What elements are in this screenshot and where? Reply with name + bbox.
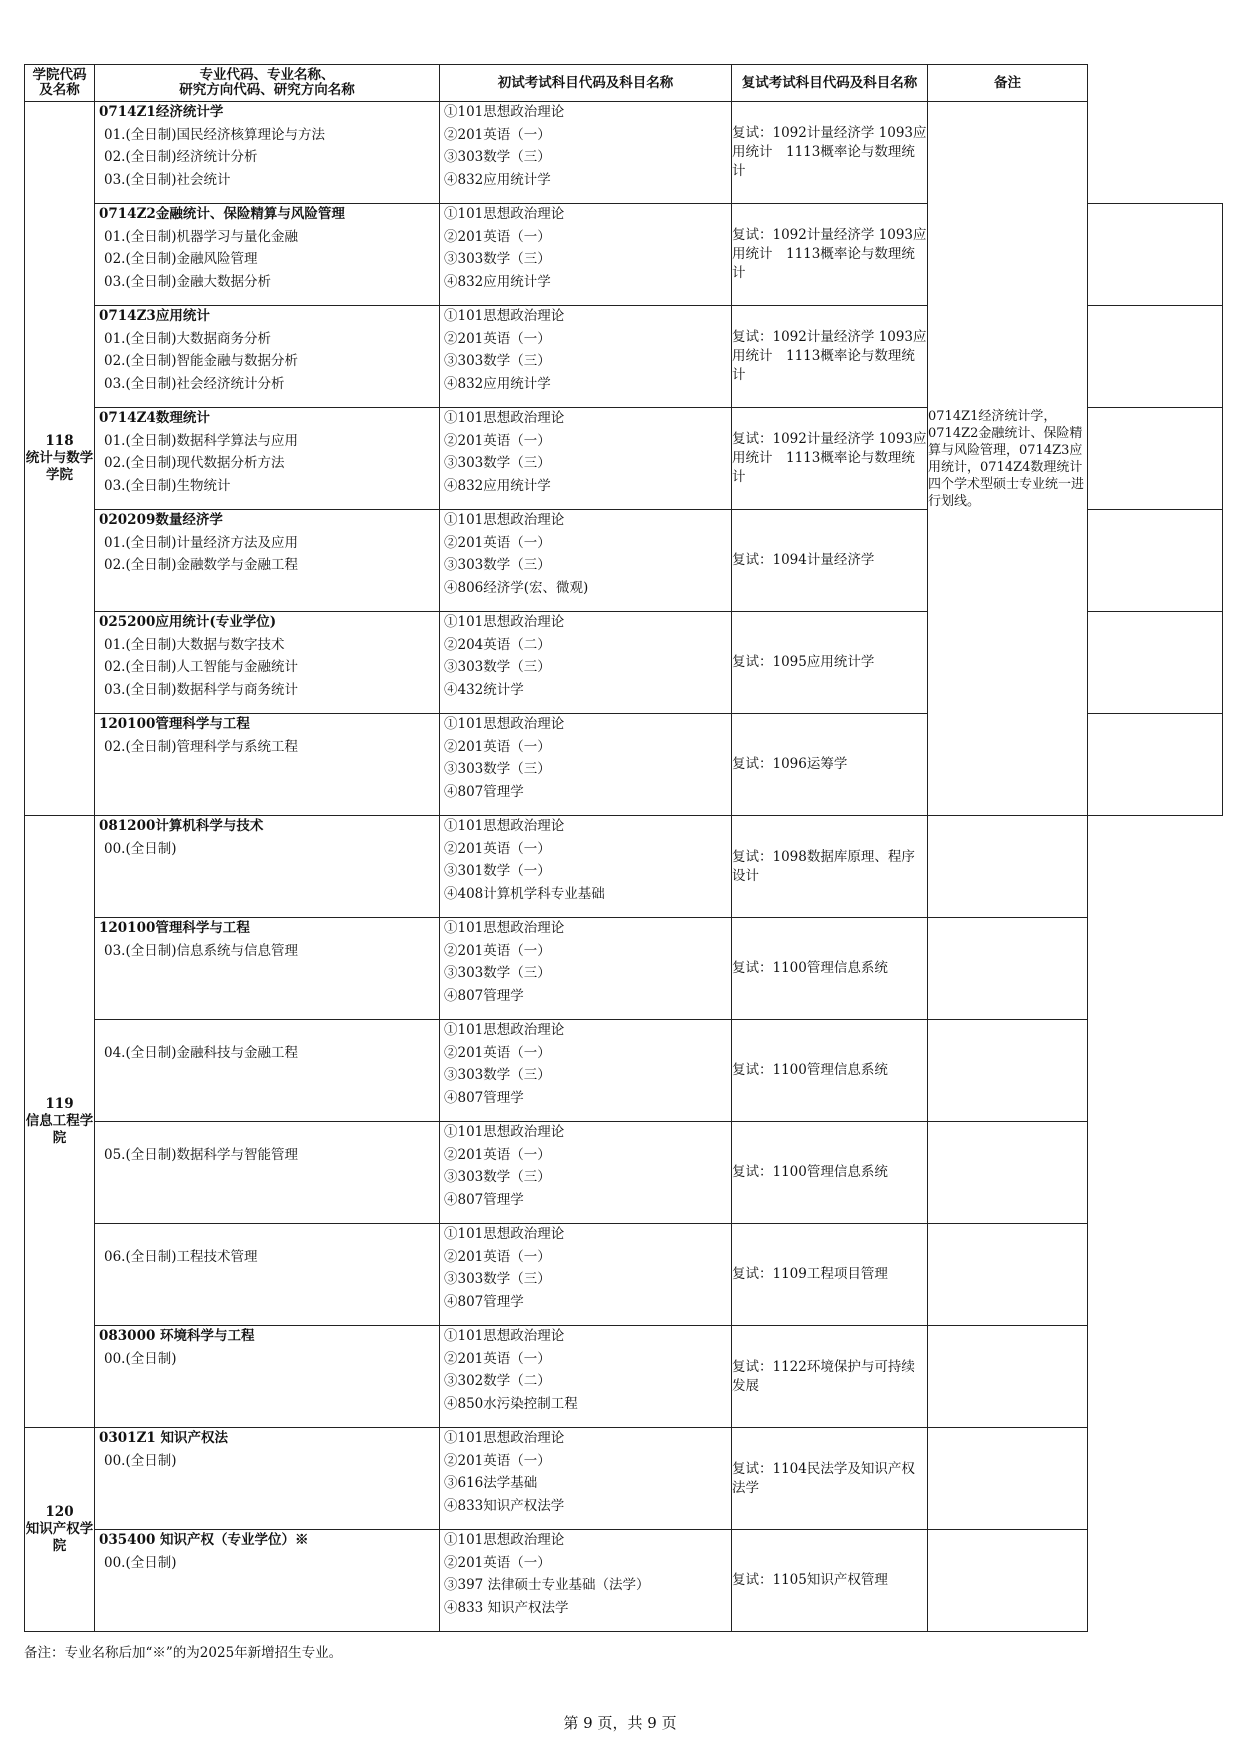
exam-subject: ③303数学（三） [444, 149, 551, 165]
exam-box [440, 1428, 731, 1529]
major-box [95, 1428, 439, 1529]
exam-subject: ①101思想政治理论 [444, 1124, 565, 1140]
exam-subject: ④832应用统计学 [444, 477, 551, 494]
exam-subject: ③303数学（三） [444, 455, 551, 471]
retest-exam-cell [732, 1224, 928, 1326]
retest-text: 复试：1104民法学及知识产权法学 [732, 1460, 915, 1496]
major-box [95, 204, 439, 305]
direction-item: 00.(全日制) [104, 1350, 177, 1367]
major-box [95, 510, 439, 611]
prelim-exam-cell [440, 102, 732, 204]
major-name: 035400 知识产权（专业学位）※ [99, 1532, 309, 1548]
retest-exam-cell [732, 306, 928, 408]
table-row [25, 918, 1223, 1020]
exam-box [440, 204, 731, 305]
major-name: 120100管理科学与工程 [99, 716, 250, 732]
exam-subject: ③303数学（三） [444, 1067, 551, 1083]
exam-box [440, 306, 731, 407]
exam-subject: ②201英语（一） [444, 1350, 551, 1367]
exam-box [440, 102, 731, 203]
remark-empty-cell [928, 816, 1088, 918]
table-row [25, 102, 1223, 204]
major-name: 0301Z1 知识产权法 [99, 1430, 229, 1446]
prelim-exam-cell [440, 918, 732, 1020]
retest-text: 复试：1092计量经济学 1093应用统计 1113概率论与数理统计 [732, 329, 927, 383]
major-box [95, 816, 439, 917]
prelim-exam-cell [440, 612, 732, 714]
major-box [95, 1020, 439, 1121]
exam-subject: ②201英语（一） [444, 942, 551, 959]
exam-subject: ④833 知识产权法学 [444, 1599, 569, 1616]
direction-item: 01.(全日制)大数据与数字技术 [104, 636, 285, 653]
exam-subject: ②201英语（一） [444, 1044, 551, 1061]
exam-subject: ①101思想政治理论 [444, 308, 565, 324]
major-cell [95, 510, 440, 612]
department-cell [25, 1428, 95, 1632]
remark-empty-cell [1088, 408, 1223, 510]
department-name: 统计与数学学院 [25, 450, 94, 483]
exam-subject: ③303数学（三） [444, 1169, 551, 1185]
major-box [95, 1530, 439, 1631]
exam-subject: ①101思想政治理论 [444, 1328, 565, 1344]
major-cell [95, 408, 440, 510]
major-box [95, 1224, 439, 1325]
exam-subject: ④806经济学(宏、微观) [444, 579, 589, 596]
prelim-exam-cell [440, 1530, 732, 1632]
remark-empty-cell [928, 1428, 1088, 1530]
department-name: 信息工程学院 [25, 1113, 94, 1146]
exam-subject: ④408计算机学科专业基础 [444, 885, 605, 902]
major-cell [95, 1326, 440, 1428]
retest-text: 复试：1095应用统计学 [732, 654, 875, 670]
exam-subject: ①101思想政治理论 [444, 1022, 565, 1038]
direction-item: 02.(全日制)经济统计分析 [104, 149, 258, 165]
direction-item: 01.(全日制)国民经济核算理论与方法 [104, 126, 326, 143]
exam-subject: ②201英语（一） [444, 1452, 551, 1469]
direction-item: 02.(全日制)管理科学与系统工程 [104, 738, 299, 755]
major-box [95, 612, 439, 713]
department-name: 知识产权学院 [25, 1521, 94, 1554]
exam-subject: ④833知识产权法学 [444, 1497, 565, 1514]
major-cell [95, 1122, 440, 1224]
exam-box [440, 1224, 731, 1325]
exam-subject: ①101思想政治理论 [444, 614, 565, 630]
header-major-line2: 研究方向代码、研究方向名称 [179, 82, 355, 98]
remark-empty-cell [1088, 510, 1223, 612]
exam-subject: ①101思想政治理论 [444, 716, 565, 732]
retest-text: 复试：1122环境保护与可持续发展 [732, 1358, 915, 1394]
retest-exam-cell [732, 510, 928, 612]
exam-subject: ③303数学（三） [444, 251, 551, 267]
exam-subject: ①101思想政治理论 [444, 1226, 565, 1242]
retest-text: 复试：1092计量经济学 1093应用统计 1113概率论与数理统计 [732, 125, 927, 179]
exam-subject: ②201英语（一） [444, 840, 551, 857]
retest-text: 复试：1092计量经济学 1093应用统计 1113概率论与数理统计 [732, 227, 927, 281]
major-cell [95, 1020, 440, 1122]
exam-subject: ④832应用统计学 [444, 273, 551, 290]
major-cell [95, 714, 440, 816]
exam-box [440, 510, 731, 611]
major-name: 083000 环境科学与工程 [99, 1328, 255, 1344]
header-notes: 备注 [928, 65, 1088, 102]
exam-subject: ④832应用统计学 [444, 171, 551, 188]
exam-box [440, 1530, 731, 1631]
remark-empty-cell [1088, 306, 1223, 408]
direction-item: 00.(全日制) [104, 1452, 177, 1469]
table-row [25, 1428, 1223, 1530]
major-box [95, 408, 439, 509]
major-box [95, 714, 439, 815]
retest-text: 复试：1094计量经济学 [732, 552, 875, 568]
direction-item: 00.(全日制) [104, 1554, 177, 1571]
exam-subject: ②204英语（二） [444, 636, 551, 653]
direction-item: 03.(全日制)社会统计 [104, 171, 231, 188]
major-box [95, 918, 439, 1019]
direction-item: 03.(全日制)信息系统与信息管理 [104, 942, 299, 959]
prelim-exam-cell [440, 1020, 732, 1122]
retest-exam-cell [732, 1122, 928, 1224]
retest-exam-cell [732, 1326, 928, 1428]
retest-text: 复试：1109工程项目管理 [732, 1266, 888, 1282]
exam-subject: ①101思想政治理论 [444, 512, 565, 528]
exam-subject: ④432统计学 [444, 681, 524, 698]
direction-item: 04.(全日制)金融科技与金融工程 [104, 1044, 299, 1061]
major-name: 025200应用统计(专业学位) [99, 614, 277, 630]
major-name: 020209数量经济学 [99, 512, 223, 528]
exam-subject: ④850水污染控制工程 [444, 1395, 578, 1412]
direction-item: 02.(全日制)现代数据分析方法 [104, 455, 285, 471]
direction-item: 01.(全日制)机器学习与量化金融 [104, 228, 299, 245]
direction-item: 06.(全日制)工程技术管理 [104, 1248, 258, 1265]
retest-exam-cell [732, 1428, 928, 1530]
footnote: 备注：专业名称后加“※”的为2025年新增招生专业。 [24, 1645, 343, 1661]
prelim-exam-cell [440, 1428, 732, 1530]
major-cell [95, 1224, 440, 1326]
remark-empty-cell [928, 1326, 1088, 1428]
exam-subject: ②201英语（一） [444, 1248, 551, 1265]
remark-empty-cell [1088, 612, 1223, 714]
table-row [25, 816, 1223, 918]
exam-subject: ②201英语（一） [444, 1146, 551, 1163]
exam-subject: ③616法学基础 [444, 1475, 538, 1491]
major-cell [95, 612, 440, 714]
remark-empty-cell [928, 1530, 1088, 1632]
major-cell [95, 306, 440, 408]
retest-exam-cell [732, 714, 928, 816]
exam-subject: ①101思想政治理论 [444, 920, 565, 936]
exam-subject: ②201英语（一） [444, 738, 551, 755]
direction-item: 00.(全日制) [104, 840, 177, 857]
prelim-exam-cell [440, 204, 732, 306]
exam-subject: ②201英语（一） [444, 534, 551, 551]
department-code: 120 [45, 1504, 74, 1520]
remark-cell [928, 102, 1088, 816]
major-cell [95, 918, 440, 1020]
exam-subject: ③302数学（二） [444, 1373, 551, 1389]
header-row [25, 65, 1223, 102]
remark-empty-cell [1088, 204, 1223, 306]
major-cell [95, 102, 440, 204]
exam-subject: ④807管理学 [444, 1293, 524, 1310]
admissions-table [24, 64, 1223, 1632]
retest-exam-cell [732, 102, 928, 204]
remark-empty-cell [928, 1224, 1088, 1326]
exam-subject: ①101思想政治理论 [444, 818, 565, 834]
department-cell [25, 102, 95, 816]
retest-exam-cell [732, 612, 928, 714]
major-cell [95, 1530, 440, 1632]
table-row [25, 1224, 1223, 1326]
exam-box [440, 612, 731, 713]
remark-text: 0714Z1经济统计学，0714Z2金融统计、保险精算与风险管理，0714Z3应用统计，0714Z4数理统计四个学术型硕士专业统一进行划线。 [928, 408, 1085, 509]
direction-item: 02.(全日制)智能金融与数据分析 [104, 353, 299, 369]
exam-subject: ③301数学（一） [444, 863, 551, 879]
exam-subject: ①101思想政治理论 [444, 104, 565, 120]
header-prelim: 初试考试科目代码及科目名称 [440, 65, 732, 102]
major-name: 0714Z1经济统计学 [99, 104, 224, 120]
retest-exam-cell [732, 1530, 928, 1632]
exam-subject: ①101思想政治理论 [444, 1532, 565, 1548]
table-row [25, 1122, 1223, 1224]
exam-box [440, 1020, 731, 1121]
exam-subject: ②201英语（一） [444, 1554, 551, 1571]
exam-box [440, 408, 731, 509]
major-name: 0714Z3应用统计 [99, 308, 210, 324]
exam-subject: ④832应用统计学 [444, 375, 551, 392]
major-name: 0714Z2金融统计、保险精算与风险管理 [99, 206, 345, 222]
remark-empty-cell [928, 918, 1088, 1020]
direction-item: 03.(全日制)生物统计 [104, 477, 231, 494]
header-retest: 复试考试科目代码及科目名称 [732, 65, 928, 102]
retest-text: 复试：1096运筹学 [732, 756, 848, 772]
retest-text: 复试：1100管理信息系统 [732, 1164, 888, 1180]
exam-subject: ①101思想政治理论 [444, 206, 565, 222]
direction-item: 01.(全日制)数据科学算法与应用 [104, 432, 299, 449]
prelim-exam-cell [440, 1326, 732, 1428]
department-code: 118 [45, 433, 74, 449]
exam-subject: ③303数学（三） [444, 965, 551, 981]
exam-subject: ④807管理学 [444, 783, 524, 800]
prelim-exam-cell [440, 1122, 732, 1224]
exam-subject: ①101思想政治理论 [444, 410, 565, 426]
exam-subject: ③303数学（三） [444, 1271, 551, 1287]
department-code: 119 [45, 1096, 74, 1112]
major-box [95, 1122, 439, 1223]
exam-box [440, 1122, 731, 1223]
exam-box [440, 1326, 731, 1427]
retest-exam-cell [732, 204, 928, 306]
major-name: 120100管理科学与工程 [99, 920, 250, 936]
exam-subject: ③397 法律硕士专业基础（法学） [444, 1577, 650, 1593]
exam-subject: ④807管理学 [444, 1191, 524, 1208]
retest-exam-cell [732, 1020, 928, 1122]
retest-exam-cell [732, 918, 928, 1020]
direction-item: 03.(全日制)数据科学与商务统计 [104, 681, 299, 698]
department-cell [25, 816, 95, 1428]
exam-subject: ③303数学（三） [444, 761, 551, 777]
prelim-exam-cell [440, 1224, 732, 1326]
prelim-exam-cell [440, 510, 732, 612]
direction-item: 02.(全日制)人工智能与金融统计 [104, 659, 299, 675]
header-major [95, 65, 440, 102]
table-row [25, 1020, 1223, 1122]
retest-text: 复试：1092计量经济学 1093应用统计 1113概率论与数理统计 [732, 431, 927, 485]
remark-empty-cell [928, 1020, 1088, 1122]
direction-item: 02.(全日制)金融数学与金融工程 [104, 557, 299, 573]
major-name: 081200计算机科学与技术 [99, 818, 264, 834]
retest-exam-cell [732, 408, 928, 510]
table-row [25, 1326, 1223, 1428]
exam-subject: ④807管理学 [444, 1089, 524, 1106]
direction-item: 03.(全日制)社会经济统计分析 [104, 375, 285, 392]
direction-item: 05.(全日制)数据科学与智能管理 [104, 1146, 299, 1163]
exam-subject: ③303数学（三） [444, 557, 551, 573]
direction-item: 02.(全日制)金融风险管理 [104, 251, 258, 267]
major-name: 0714Z4数理统计 [99, 410, 210, 426]
exam-subject: ②201英语（一） [444, 432, 551, 449]
exam-box [440, 918, 731, 1019]
exam-subject: ②201英语（一） [444, 330, 551, 347]
prelim-exam-cell [440, 408, 732, 510]
retest-exam-cell [732, 816, 928, 918]
exam-subject: ②201英语（一） [444, 228, 551, 245]
exam-box [440, 816, 731, 917]
remark-empty-cell [1088, 714, 1223, 816]
prelim-exam-cell [440, 714, 732, 816]
exam-box [440, 714, 731, 815]
major-cell [95, 1428, 440, 1530]
retest-text: 复试：1098数据库原理、程序设计 [732, 848, 915, 884]
exam-subject: ③303数学（三） [444, 659, 551, 675]
exam-subject: ②201英语（一） [444, 126, 551, 143]
major-box [95, 1326, 439, 1427]
header-major-line1: 专业代码、专业名称、 [199, 67, 335, 83]
retest-text: 复试：1100管理信息系统 [732, 960, 888, 976]
direction-item: 03.(全日制)金融大数据分析 [104, 273, 272, 290]
exam-subject: ④807管理学 [444, 987, 524, 1004]
prelim-exam-cell [440, 816, 732, 918]
header-dept: 学院代码及名称 [25, 65, 95, 102]
exam-subject: ③303数学（三） [444, 353, 551, 369]
direction-item: 01.(全日制)大数据商务分析 [104, 330, 272, 347]
page-number: 第 9 页，共 9 页 [563, 1714, 677, 1732]
retest-text: 复试：1100管理信息系统 [732, 1062, 888, 1078]
major-box [95, 306, 439, 407]
direction-item: 01.(全日制)计量经济方法及应用 [104, 534, 299, 551]
major-cell [95, 816, 440, 918]
major-box [95, 102, 439, 203]
exam-subject: ①101思想政治理论 [444, 1430, 565, 1446]
retest-text: 复试：1105知识产权管理 [732, 1572, 888, 1588]
table-row [25, 1530, 1223, 1632]
prelim-exam-cell [440, 306, 732, 408]
major-cell [95, 204, 440, 306]
remark-empty-cell [928, 1122, 1088, 1224]
